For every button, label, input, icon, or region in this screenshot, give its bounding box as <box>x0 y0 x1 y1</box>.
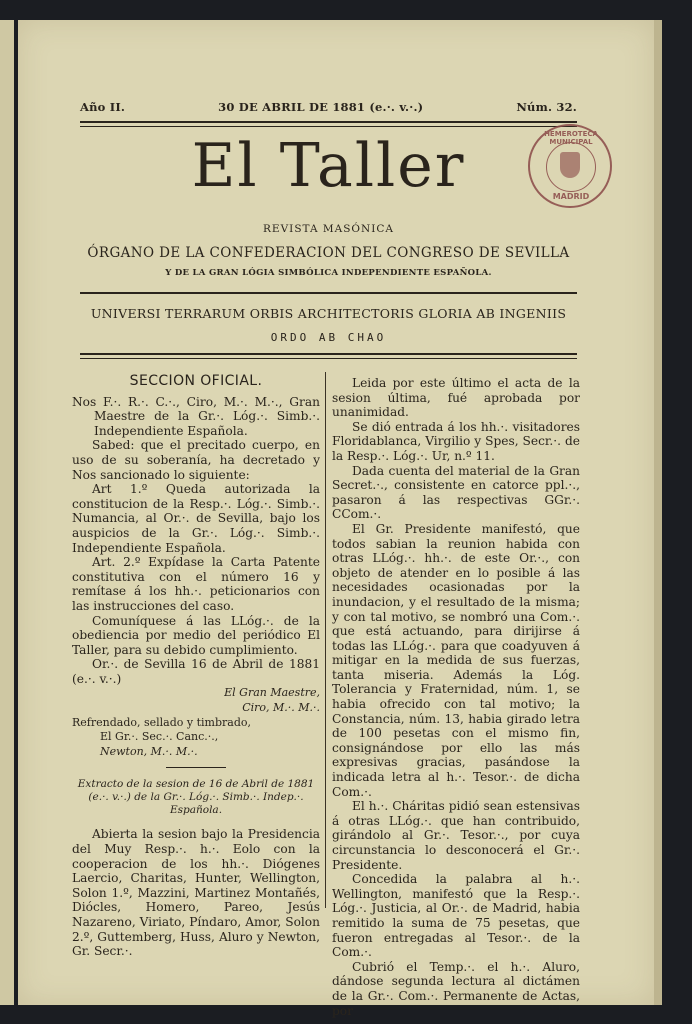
stamp-bottom-text: MADRID <box>552 192 590 201</box>
decree-intro: Sabed: que el precitado cuerpo, en uso de su soberanía, ha decretado y Nos sancionado lo siguiente: <box>72 438 320 482</box>
decree-opening: Nos F.·. R.·. C.·., Ciro, M.·. M.·., Gran Maestre de la Gr.·. Lóg.·. Simb.·. Independiente Española. <box>72 394 320 438</box>
decree-article-1: Art 1.º Queda autorizada la constitucion de la Resp.·. Lóg.·. Simb.·. Numancia, al Or.·. de Sevilla, bajo los auspicios de la Gr.·. Lóg.·. Simb.·. Independiente Española. <box>72 482 320 555</box>
motto-rule-top <box>80 292 577 294</box>
president-statement: El Gr. Presidente manifestó, que todos sabian la reunion habida con otras LLóg.·. hh.·. de este Or.·., con objeto de atender en lo posible á las necesidades ocasionadas por la inundacion, y el resultado de la misma; y con tal motivo, se nombró una Com.·. que está actuando, para dirijirse á todas las LLóg.·. para que coadyuven á mitigar en la medida de sus fuerzas, tanta miseria. Además la Lóg. Tolerancia y Fraternidad, núm. 1, se habia ofrecido con tal motivo; la Constancia, núm. 13, habia girado letra de 100 pesetas con el mismo fin, consignándose por ello las más expresivas gracias, pasándose la indicada letra al h.·. Tesor.·. de dicha Com.·. <box>332 521 580 799</box>
left-column <box>72 374 320 959</box>
countersign-title: El Gr.·. Sec.·. Canc.·., <box>100 730 219 744</box>
signature-name: Ciro, M.·. M.·. <box>242 701 320 715</box>
masthead-el: El <box>191 131 259 201</box>
motto-rule-bottom-thin <box>80 358 577 359</box>
issue-header <box>80 100 577 114</box>
decree-article-2: Art. 2.º Expídase la Carta Patente constitutiva con el número 16 y remítase á los hh.·. peticionarios con las instrucciones del caso. <box>72 555 320 613</box>
column-divider <box>325 372 326 908</box>
minutes-approval: Leida por este último el acta de la sesion última, fué aprobada por unanimidad. <box>332 376 580 420</box>
subtitle: REVISTA MASÓNICA <box>263 223 394 235</box>
header-rule-top <box>80 121 577 123</box>
wellington-statement: Concedida la palabra al h.·. Wellington, manifestó que la Resp.·. Lóg.·. Justicia, al Or.·. de Madrid, habia remitido la suma de 75 pesetas, que fueron entregadas al Tesor.·. de la Com.·. <box>332 872 580 960</box>
gran-logia-line: Y DE LA GRAN LÓGIA SIMBÓLICA INDEPENDIENTE ESPAÑOLA. <box>165 268 492 278</box>
countersign-label: Refrendado, sellado y timbrado, <box>72 715 251 729</box>
motto-line: UNIVERSI TERRARUM ORBIS ARCHITECTORIS GLORIA AB INGENIIS <box>90 306 567 321</box>
decree-date: Or.·. de Sevilla 16 de Abril de 1881 (e.·. v.·.) <box>72 657 320 686</box>
stamp-top-text: HEMEROTECA MUNICIPAL <box>544 130 598 146</box>
secretariat-material: Dada cuenta del material de la Gran Secret.·., consistente en catorce ppl.·., pasaron á las respectivas GGr.·. CCom.·. <box>332 463 580 522</box>
issue-number: Núm. 32. <box>516 100 577 114</box>
masthead-taller: Taller <box>279 131 466 201</box>
issue-date: 30 DE ABRIL DE 1881 (e.·. v.·.) <box>218 100 424 114</box>
visitors-entry: Se dió entrada á los hh.·. visitadores Floridablanca, Virgilio y Spes, Secr.·. de la Resp.·. Lóg.·. Ur, n.º 11. <box>332 419 580 463</box>
issue-year: Año II. <box>80 100 126 114</box>
session-extract-heading: Extracto de la sesion de 16 de Abril de 1881 (e.·. v.·.) de la Gr.·. Lóg.·. Simb.·. Indep.·. Española. <box>77 778 315 817</box>
countersign-name: Newton, M.·. M.·. <box>100 744 198 758</box>
page-binding-edge <box>654 20 662 1005</box>
motto-rule-bottom <box>80 353 577 355</box>
second-reading: Cubrió el Temp.·. el h.·. Aluro, dándose segunda lectura al dictámen de la Gr.·. Com.·. Permanente de Actas, por <box>332 959 580 1018</box>
charitas-request: El h.·. Cháritas pidió sean estensivas á otras LLóg.·. que han contribuido, girándolo al Gr.·. Tesor.·., por cuya circunstancia lo desconocerá el Gr.·. Presidente. <box>332 799 580 872</box>
header-rule-bottom <box>80 126 577 127</box>
signature-title: El Gran Maestre, <box>224 686 320 700</box>
section-separator <box>166 767 226 768</box>
session-opening: Abierta la sesion bajo la Presidencia del Muy Resp.·. h.·. Eolo con la cooperacion de los hh.·. Diógenes Laercio, Charitas, Hunter, Wellington, Solon 1.º, Mazzini, Martinez Montañés, Diócles, Homero, Pareo, Jesús Nazareno, Viriato, Píndaro, Amor, Solon 2.º, Guttemberg, Huss, Aluro y Newton, Gr. Secr.·. <box>72 827 320 959</box>
decree-communication: Comuníquese á las LLóg.·. de la obediencia por medio del periódico El Taller, para su debido cumplimiento. <box>72 613 320 657</box>
ordo-line: ORDO AB CHAO <box>270 331 387 344</box>
crest-icon <box>560 152 580 178</box>
previous-page-edge <box>0 20 14 1005</box>
library-stamp <box>528 124 612 208</box>
right-column <box>332 376 580 1018</box>
section-title: SECCION OFICIAL. <box>129 373 263 389</box>
organ-line: ÓRGANO DE LA CONFEDERACION DEL CONGRESO DE SEVILLA <box>87 245 570 261</box>
